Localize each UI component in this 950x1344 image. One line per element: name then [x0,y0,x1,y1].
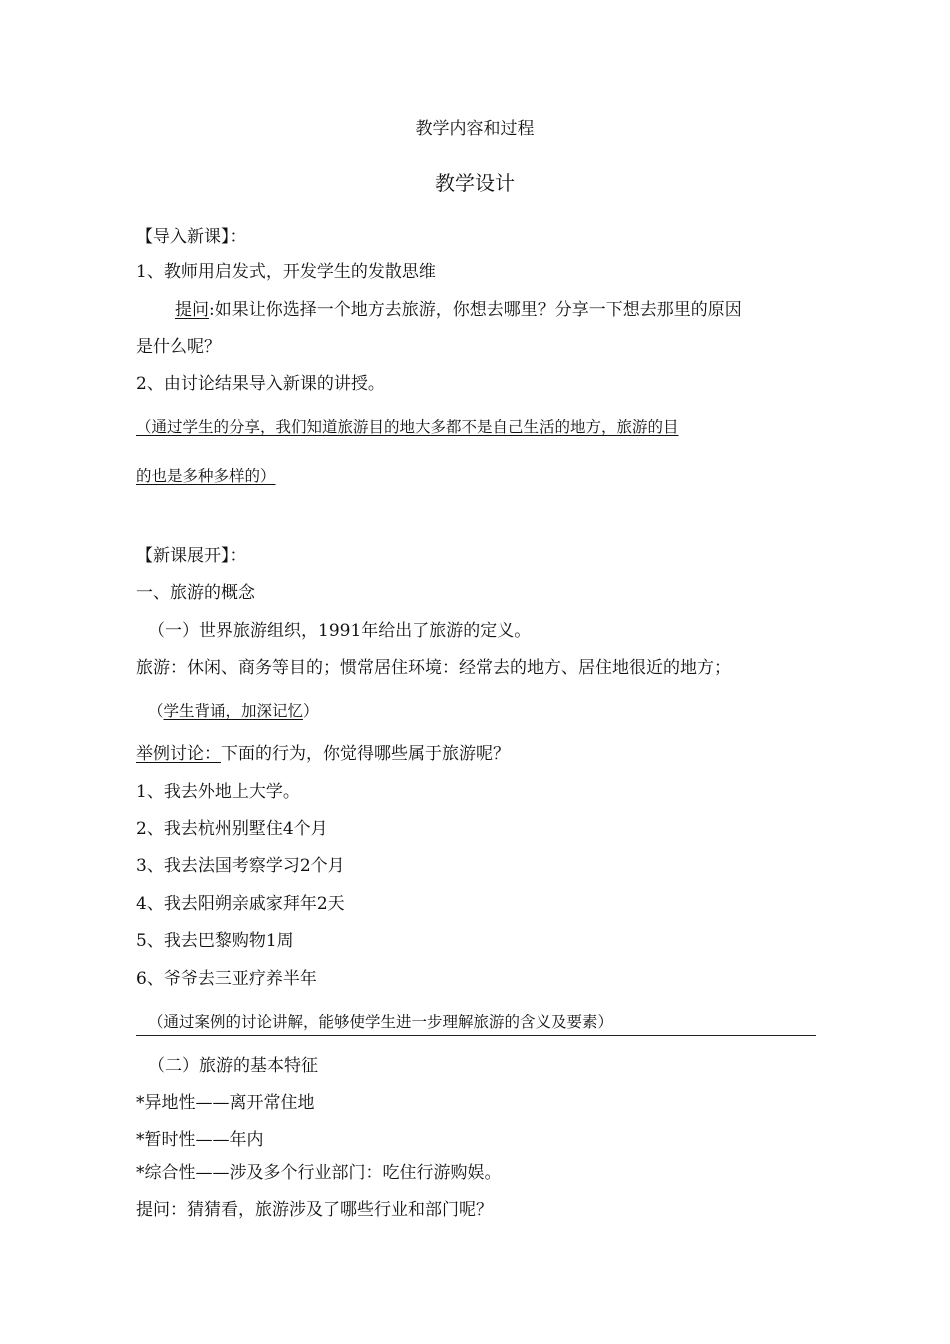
discussion-prompt [136,743,510,765]
example-item: 5、我去巴黎购物1周 [136,931,294,951]
example-item: 4、我去阳朔亲戚家拜年2天 [136,894,345,914]
page-title: 教学设计 [435,171,515,195]
example-note: （通过案例的讨论讲解，能够使学生进一步理解旅游的含义及要素） [148,1013,614,1031]
memo-text: 学生背诵，加深记忆 [163,702,304,720]
lesson-heading: 【新课展开】： [136,546,247,566]
intro-note-line-1: （通过学生的分享，我们知道旅游目的地大多都不是自己生活的地方，旅游的目 [136,418,679,436]
example-item: 2、我去杭州别墅住4个月 [136,819,328,839]
question-label: 提问 [175,300,209,320]
final-question: 提问：猜猜看，旅游涉及了哪些行业和部门呢？ [136,1200,493,1220]
memo-note [148,700,319,722]
intro-heading: 【导入新课】： [136,227,247,247]
feature-item: *综合性——涉及多个行业部门：吃住行游购娱。 [136,1163,502,1183]
definition-text: 旅游：休闲、商务等目的；惯常居住环境：经常去的地方、居住地很近的地方； [136,658,731,678]
question-text: :如果让你选择一个地方去旅游，你想去哪里？分享一下想去那里的原因 [209,300,742,320]
discussion-label: 举例讨论： [136,744,221,764]
example-item: 3、我去法国考察学习2个月 [136,856,345,876]
intro-item-1: 1、教师用启发式，开发学生的发散思维 [136,262,436,282]
feature-item: *暂时性——年内 [136,1130,264,1150]
feature-item: *异地性——离开常住地 [136,1093,315,1113]
divider-line [136,1035,816,1036]
subsection-definition: （一）世界旅游组织，1991年给出了旅游的定义。 [148,621,532,641]
example-item: 6、爷爷去三亚疗养半年 [136,969,317,989]
section-heading: 教学内容和过程 [415,119,535,139]
discussion-text: 下面的行为，你觉得哪些属于旅游呢？ [221,744,510,764]
intro-question [175,299,742,321]
intro-question-cont: 是什么呢？ [136,337,221,357]
memo-open: （ [148,702,164,720]
example-item: 1、我去外地上大学。 [136,782,300,802]
memo-close: ） [303,702,319,720]
section-concept: 一、旅游的概念 [136,583,255,603]
intro-item-2: 2、由讨论结果导入新课的讲授。 [136,374,385,394]
intro-note-line-2: 的也是多种多样的） [136,467,276,485]
subsection-features: （二）旅游的基本特征 [148,1056,318,1076]
